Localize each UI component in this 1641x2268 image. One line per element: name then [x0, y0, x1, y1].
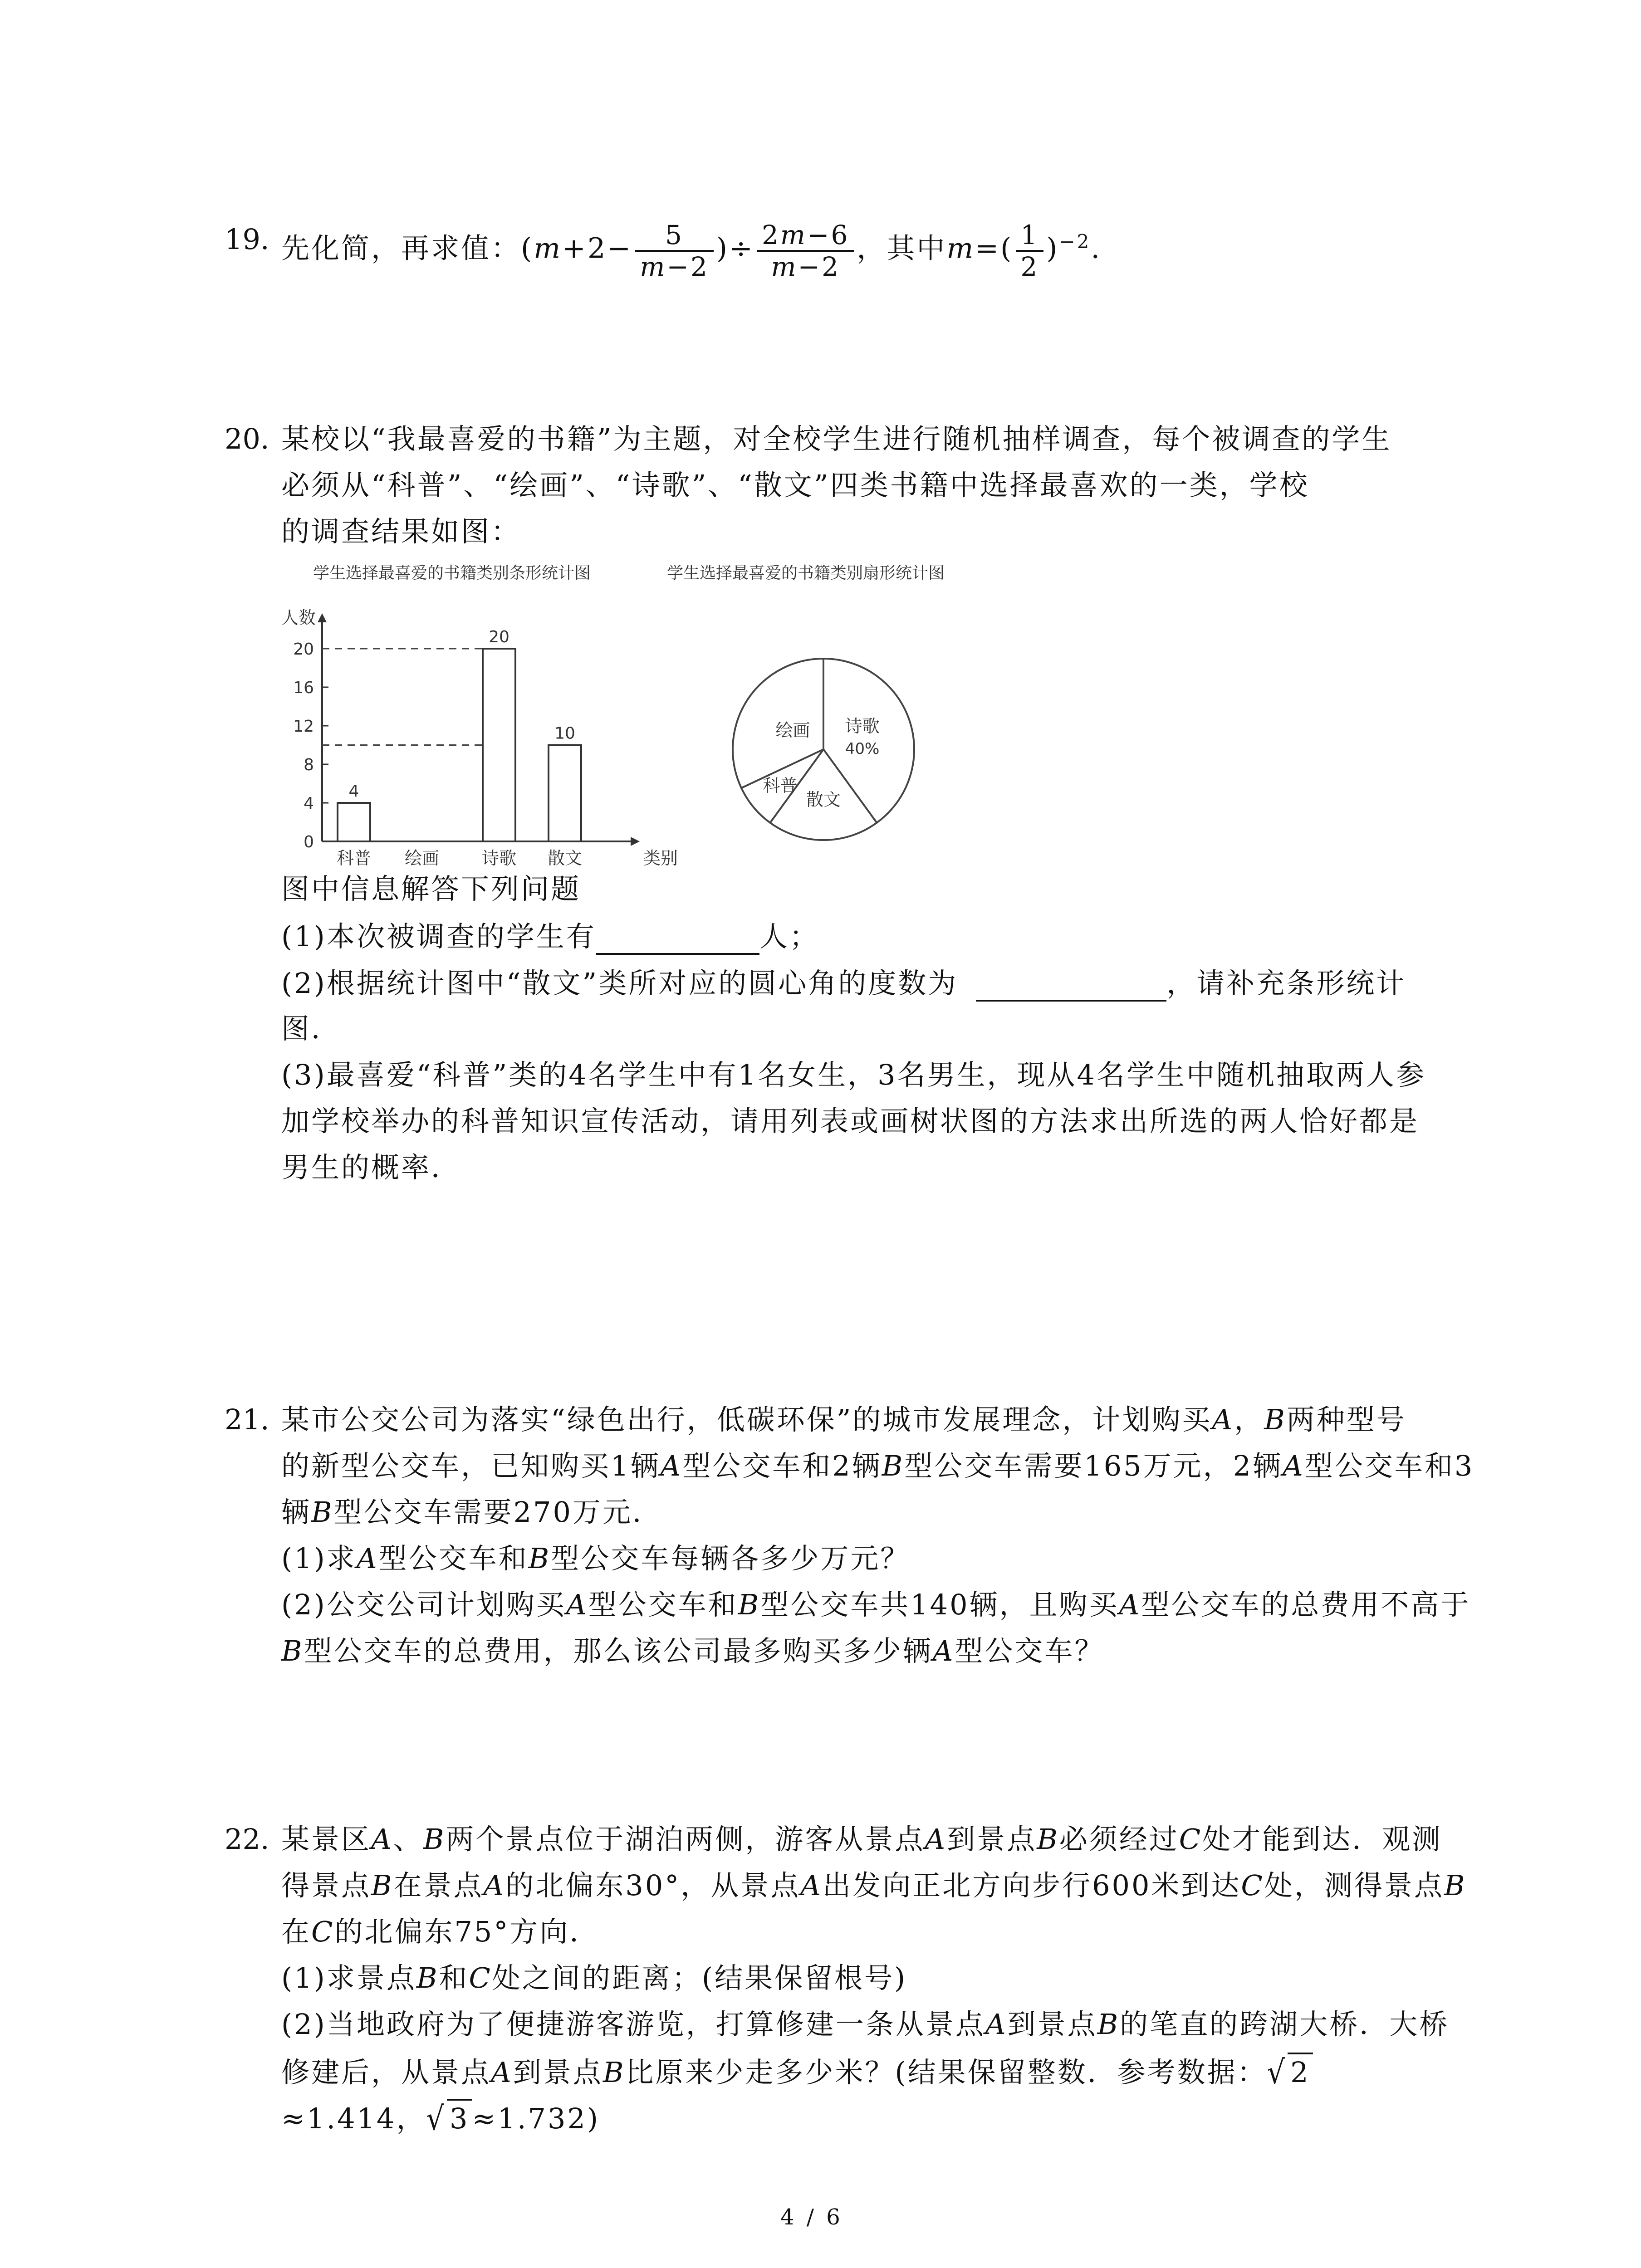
pie-label: 科普	[763, 776, 798, 796]
page-number: 4 / 6	[780, 2204, 843, 2230]
question-text-line: 某景区A、B两个景点位于湖泊两侧，游客从景点A到景点B必须经过C处才能到达．观测	[281, 1823, 1442, 1856]
category-label: 绘画	[404, 848, 440, 868]
question-text-line: 得景点B在景点A的北偏东30°，从景点A出发向正北方向步行600米到达C处，测得景点B	[281, 1869, 1467, 1902]
question-text-line: 的新型公交车，已知购买1辆A型公交车和2辆B型公交车需要165万元，2辆A型公交车和3	[281, 1449, 1474, 1482]
sub-question-3: (3)最喜爱“科普”类的4名学生中有1名女生，3名男生，现从4名学生中随机抽取两人参	[281, 1058, 1426, 1091]
y-axis-label: 人数	[281, 608, 316, 628]
sub-question-2: (2)根据统计图中“散文”类所对应的圆心角的度数为 ，请补充条形统计	[281, 965, 1406, 1002]
question-19-text: 先化简，再求值：(m+2− $\frac{5}{m-2}$ )÷ $\frac{2m-6}{m-2}$ ，其中m=( $\frac{1}{2}$ )$^{-2}$.	[281, 219, 1102, 282]
data-label: 20	[489, 628, 509, 646]
question-text-line: 某校以“我最喜爱的书籍”为主题，对全校学生进行随机抽样调查，每个被调查的学生	[281, 422, 1392, 455]
question-text-line: 某市公交公司为落实“绿色出行，低碳环保”的城市发展理念，计划购买A，B两种型号	[281, 1403, 1406, 1436]
sub-question-1: (1)本次被调查的学生有 人；	[281, 919, 819, 955]
question-text-line: 修建后，从景点A到景点B比原来少走多少米？(结果保留整数．参考数据：√ 2	[281, 2053, 1313, 2091]
question-text-line: B型公交车的总费用，那么该公司最多购买多少辆A型公交车？	[281, 1634, 1105, 1667]
x-axis-label: 类别	[643, 848, 678, 868]
bar-chart-title: 学生选择最喜爱的书籍类别条形统计图	[313, 564, 591, 582]
y-tick-label: 4	[304, 794, 314, 813]
sqrt-symbol: √	[1267, 2053, 1287, 2092]
question-text-line: 的调查结果如图：	[281, 515, 521, 548]
category-label: 诗歌	[481, 848, 517, 868]
data-label: 4	[348, 782, 359, 801]
question-text-line: 在C的北偏东75°方向．	[281, 1915, 600, 1948]
question-text-line: 图．	[281, 1012, 342, 1045]
answer-blank	[596, 924, 759, 955]
question-number: 19.	[225, 223, 269, 256]
sub-question-1: (1)求景点B和C处之间的距离；(结果保留根号)	[281, 1961, 907, 1994]
answer-blank	[976, 971, 1166, 1002]
pie-label: 诗歌	[845, 716, 880, 737]
category-label: 科普	[336, 848, 372, 868]
sqrt-symbol: √	[426, 2099, 446, 2138]
fraction: $\frac{1}{2}$	[1016, 220, 1043, 282]
fraction: $\frac{2m-6}{m-2}$	[757, 220, 854, 282]
sub-question-1: (1)求A型公交车和B型公交车每辆各多少万元？	[281, 1542, 911, 1575]
sub-question-2: (2)当地政府为了便捷游客游览，打算修建一条从景点A到景点B的笔直的跨湖大桥．大桥	[281, 2008, 1450, 2041]
instruction-text: 图中信息解答下列问题	[281, 872, 581, 905]
question-text-line: ≈1.414，√ 3≈1.732)	[281, 2099, 600, 2137]
pie-chart-title: 学生选择最喜爱的书籍类别扇形统计图	[667, 564, 945, 582]
sub-question-2: (2)公交公司计划购买A型公交车和B型公交车共140辆，且购买A型公交车的总费用不高于	[281, 1588, 1471, 1621]
fraction: $\frac{5}{m-2}$	[635, 220, 714, 282]
pie-label: 绘画	[775, 720, 810, 741]
y-tick-label: 8	[304, 756, 314, 774]
category-label: 散文	[547, 848, 583, 868]
y-tick-label: 16	[293, 679, 314, 697]
y-tick-label: 0	[304, 833, 314, 851]
data-label: 10	[554, 724, 575, 743]
pie-percent-label: 40%	[845, 740, 880, 758]
pie-chart	[0, 0, 1641, 907]
y-tick-label: 20	[293, 640, 314, 659]
question-number: 21.	[225, 1403, 269, 1436]
question-text-line: 辆B型公交车需要270万元．	[281, 1496, 662, 1529]
question-text-line: 加学校举办的科普知识宣传活动，请用列表或画树状图的方法求出所选的两人恰好都是	[281, 1105, 1420, 1138]
question-number: 20.	[225, 422, 269, 455]
question-text-line: 必须从“科普”、“绘画”、“诗歌”、“散文”四类书籍中选择最喜欢的一类，学校	[281, 469, 1309, 502]
question-text-line: 男生的概率．	[281, 1151, 461, 1184]
pie-label: 散文	[806, 790, 841, 810]
y-tick-label: 12	[293, 717, 314, 736]
question-number: 22.	[225, 1823, 269, 1856]
